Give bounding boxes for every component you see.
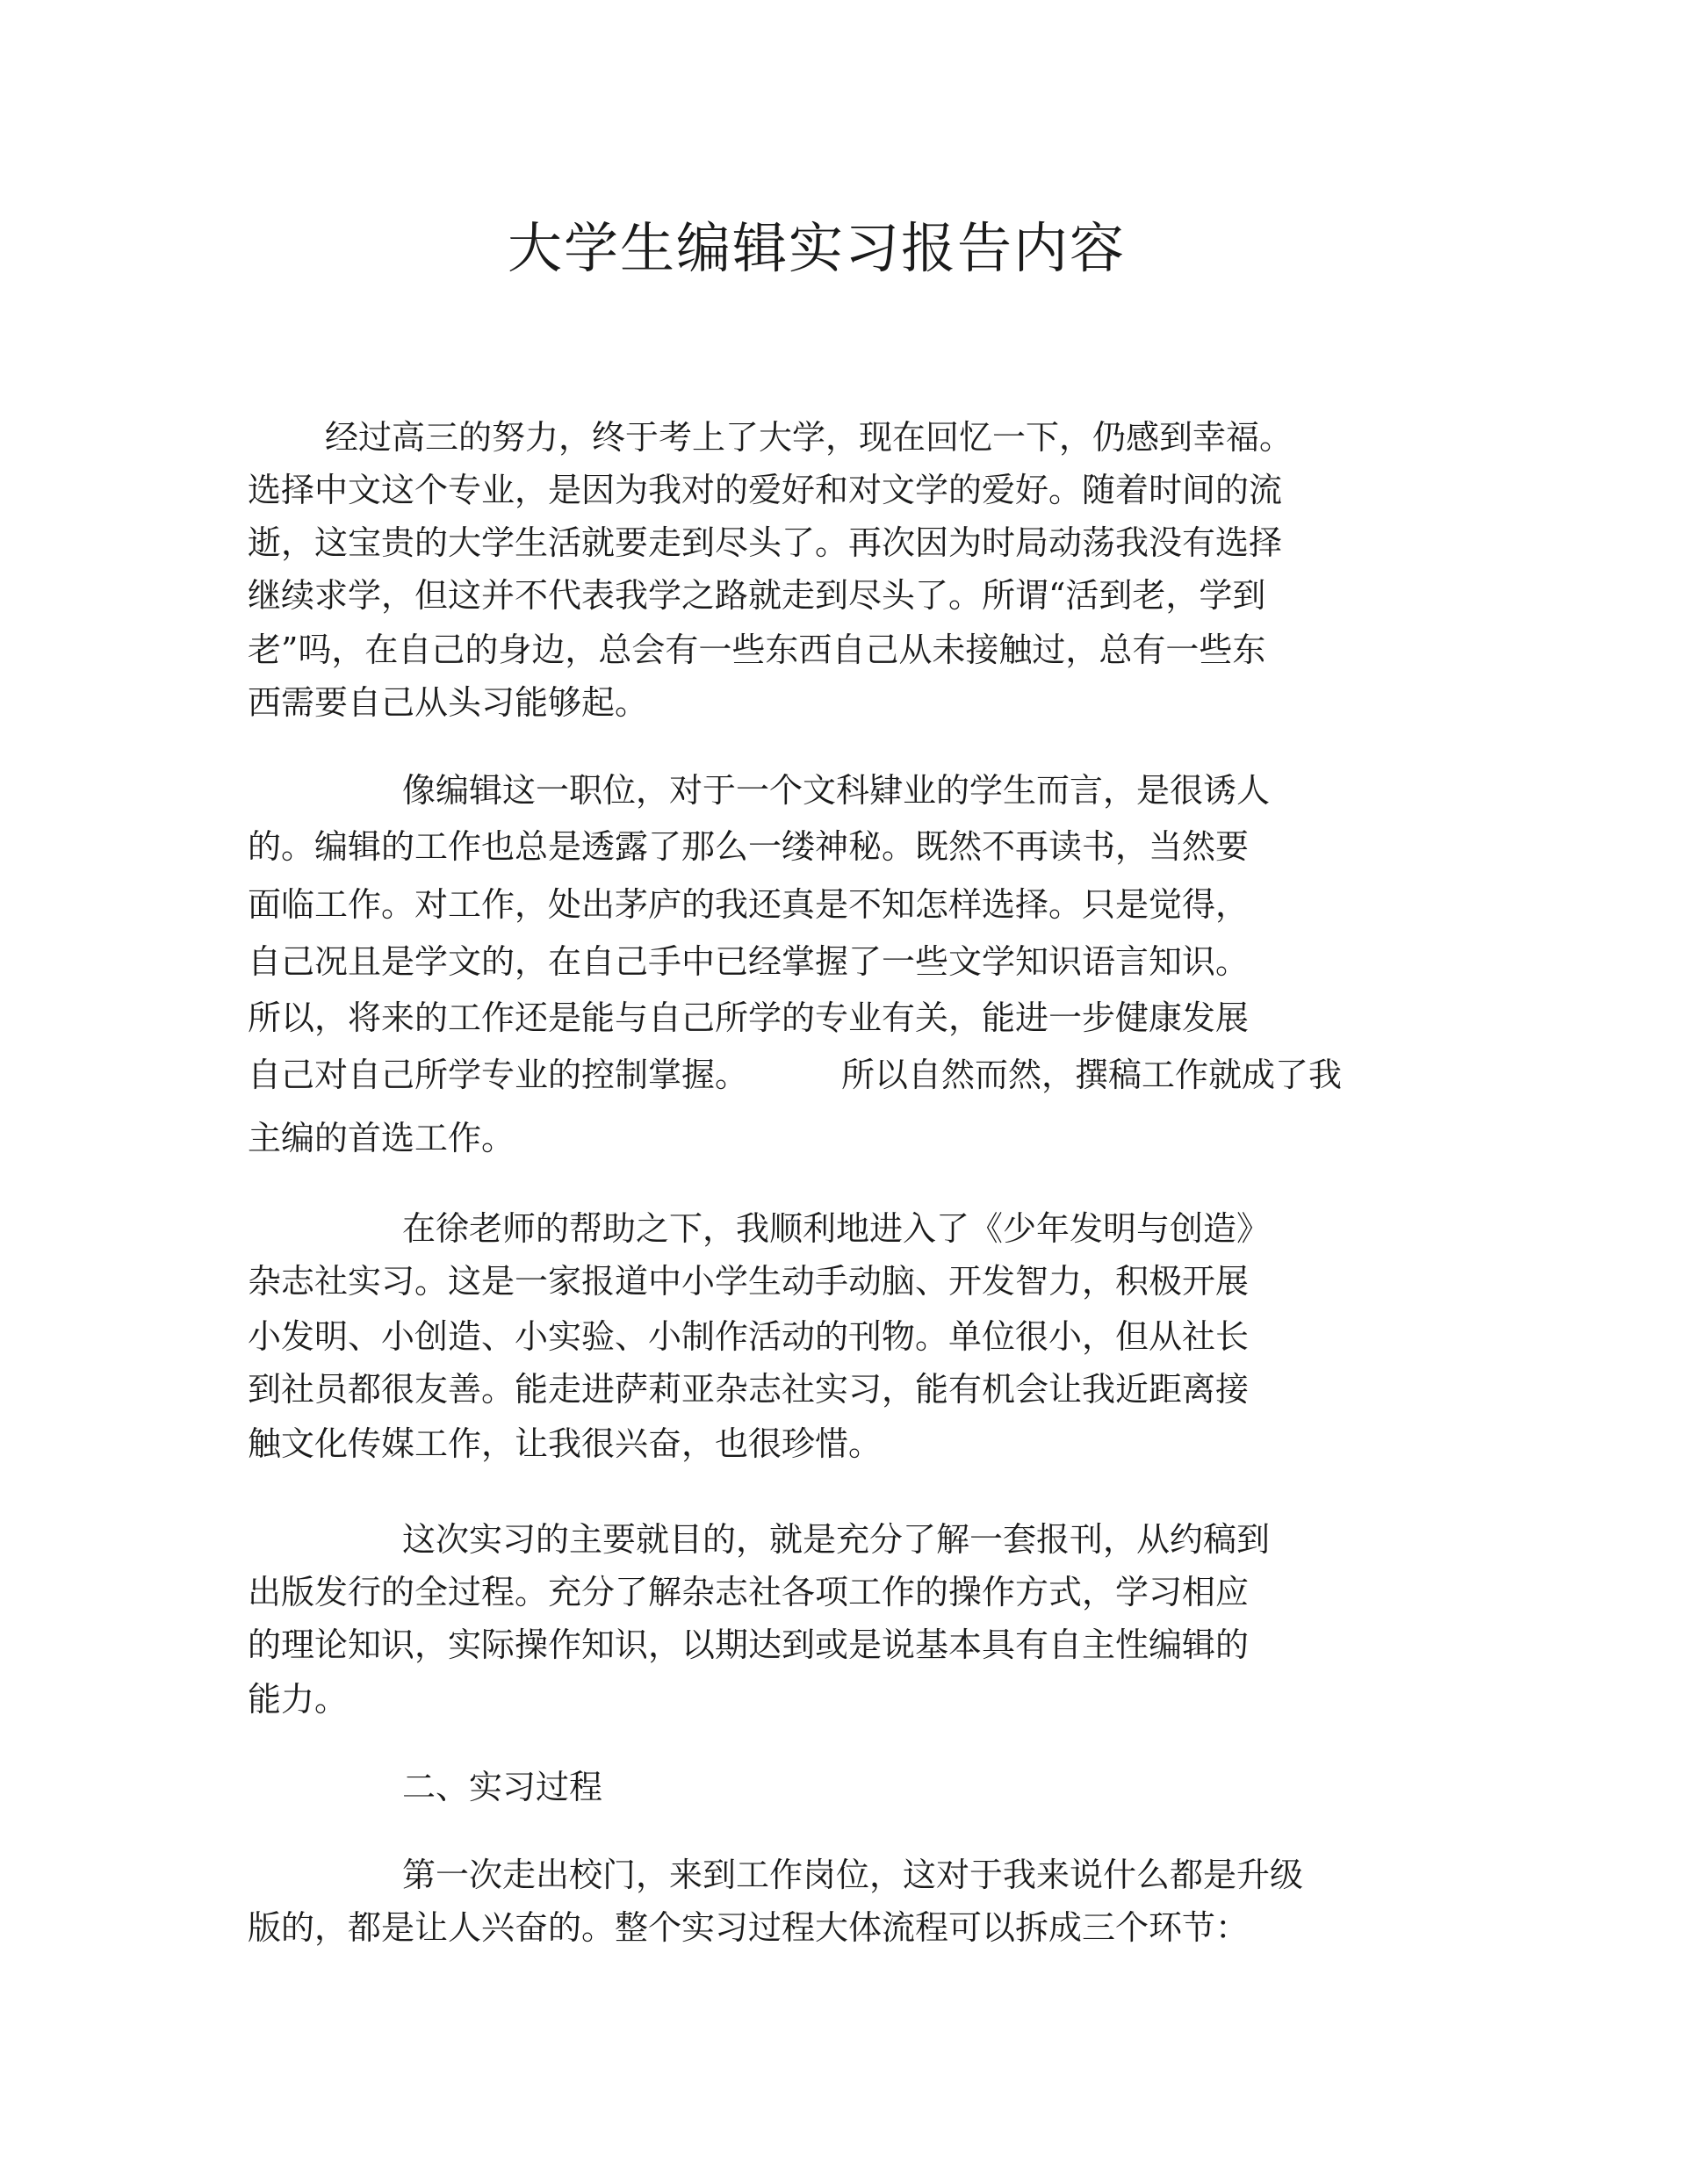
text-line: 第一次走出校门，来到工作岗位，这对于我来说什么都是升级	[402, 1856, 1304, 1894]
text-line: 继续求学，但这并不代表我学之路就走到尽头了。所谓“活到老，学到	[248, 576, 1266, 615]
text-line: 杂志社实习。这是一家报道中小学生动手动脑、开发智力，积极开展	[248, 1262, 1250, 1301]
text-line: 自己况且是学文的，在自己手中已经掌握了一些文学知识语言知识。	[248, 942, 1250, 981]
text-line: 小发明、小创造、小实验、小制作活动的刊物。单位很小，但从社长	[248, 1317, 1250, 1356]
section-heading: 二、实习过程	[402, 1768, 603, 1806]
text-line: 选择中文这个专业，是因为我对的爱好和对文学的爱好。随着时间的流	[248, 471, 1283, 509]
text-line: 的理论知识，实际操作知识，以期达到或是说基本具有自主性编辑的	[248, 1625, 1250, 1664]
text-line: 经过高三的努力，终于考上了大学，现在回忆一下，仍感到幸福。	[325, 418, 1293, 457]
text-line: 所以自然而然，撰稿工作就成了我	[841, 1056, 1343, 1094]
text-line: 版的，都是让人兴奋的。整个实习过程大体流程可以拆成三个环节：	[248, 1908, 1250, 1947]
text-line: 逝，这宝贵的大学生活就要走到尽头了。再次因为时局动荡我没有选择	[248, 523, 1283, 562]
text-line: 这次实习的主要就目的，就是充分了解一套报刊，从约稿到	[402, 1520, 1271, 1559]
text-line: 在徐老师的帮助之下，我顺利地进入了《少年发明与创造》	[402, 1209, 1271, 1248]
text-line: 能力。	[248, 1680, 349, 1719]
text-line: 主编的首选工作。	[248, 1119, 515, 1157]
text-line: 的。编辑的工作也总是透露了那么一缕神秘。既然不再读书，当然要	[248, 827, 1250, 866]
text-line: 像编辑这一职位，对于一个文科肄业的学生而言，是很诱人	[402, 771, 1271, 810]
text-line: 触文化传媒工作，让我很兴奋，也很珍惜。	[248, 1424, 883, 1463]
text-line: 老”吗，在自己的身边，总会有一些东西自己从未接触过，总有一些东	[248, 631, 1266, 669]
text-line: 所以，将来的工作还是能与自己所学的专业有关，能进一步健康发展	[248, 998, 1250, 1037]
text-line: 自己对自己所学专业的控制掌握。	[248, 1056, 749, 1094]
text-line: 西需要自己从头习能够起。	[248, 683, 649, 722]
text-line: 面临工作。对工作，处出茅庐的我还真是不知怎样选择。只是觉得，	[248, 885, 1250, 924]
document-title: 大学生编辑实习报告内容	[507, 216, 1126, 280]
text-line: 到社员都很友善。能走进萨莉亚杂志社实习，能有机会让我近距离接	[248, 1370, 1250, 1409]
text-line: 出版发行的全过程。充分了解杂志社各项工作的操作方式，学习相应	[248, 1573, 1250, 1611]
